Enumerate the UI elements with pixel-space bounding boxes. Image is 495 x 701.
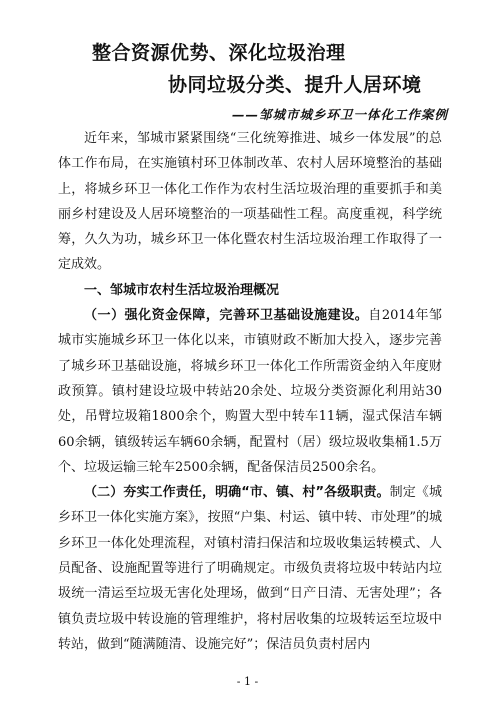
intro-paragraph: 近年来，邹城市紧紧围绕“三化统筹推进、城乡一体发展”的总体工作布局，在实施镇村环卫体制改革、农村人居环境整治的基础上，将城乡环卫一体化工作作为农村生活垃圾治理的重要抓手和美丽乡村建设及人居环境整治的一项基础性工程。高度重视，科学统筹，久久为功，城乡环卫一体化暨农村生活垃圾治理工作取得了一定成效。 bbox=[58, 131, 442, 273]
paragraph-1-text: 自2014年邹城市实施城乡环卫一体化以来，市镇财政不断加大投入，逐步完善了城乡环卫基础设施，将城乡环卫一体化工作所需资金纳入年度财政预算。镇村建设垃圾中转站20余处、垃圾分类资源化利用站30处，吊臂垃圾箱1800余个，购置大型中转车11辆，湿式保洁车辆60余辆，镇级转运车辆60余辆，配置村（居）级垃圾收集桶1.5万个、垃圾运输三轮车2500余辆，配备保洁员2500余名。 bbox=[58, 308, 442, 475]
document-body bbox=[58, 126, 442, 657]
paragraph-2 bbox=[58, 480, 442, 657]
document-title-line2: 协同垃圾分类、提升人居环境 bbox=[168, 74, 422, 96]
paragraph-2-text: 制定《城乡环卫一体化实施方案》，按照“户集、村运、镇中转、市处理”的城乡环卫一体化处理流程，对镇村清扫保洁和垃圾收集运转模式、人员配备、设施配置等进行了明确规定。市级负责将垃圾中转站内垃圾统一清运至垃圾无害化处理场，做到“日产日清、无害处理”；各镇负责垃圾中转设施的管理维护，将村居收集的垃圾转运至垃圾中转站，做到“随满随清、设施完好”；保洁员负责村居内 bbox=[58, 485, 442, 652]
paragraph-1 bbox=[58, 303, 442, 480]
section-heading: 一、邹城市农村生活垃圾治理概况 bbox=[84, 282, 280, 298]
document-title-line1: 整合资源优势、深化垃圾治理 bbox=[92, 42, 346, 64]
document-subtitle: ——邹城市城乡环卫一体化工作案例 bbox=[232, 107, 449, 122]
paragraph-1-heading: （一）强化资金保障，完善环卫基础设施建设。 bbox=[84, 308, 369, 324]
page-number: - 1 - bbox=[236, 675, 259, 688]
paragraph-2-heading: （二）夯实工作责任，明确“市、镇、村”各级职责。 bbox=[84, 485, 390, 501]
